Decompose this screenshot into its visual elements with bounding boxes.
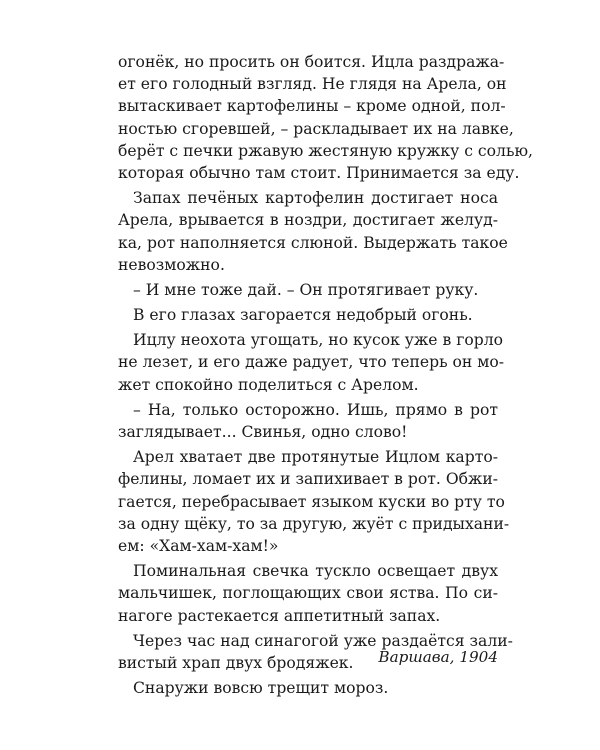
- text-line: фелины, ломает их и запихивает в рот. Обжи-: [118, 470, 498, 489]
- text-line: невозможно.: [118, 255, 225, 274]
- text-line: ностью сгоревшей, – раскладывает их на лавке,: [118, 119, 514, 138]
- text-line: гается, перебрасывает языком куски во рту то: [118, 492, 505, 511]
- text-line: Арела, врывается в ноздри, достигает желуд-: [118, 211, 498, 230]
- text-line: вытаскивает картофелины – кроме одной, пол-: [118, 97, 506, 116]
- text-line: вистый храп двух бродяжек.: [118, 653, 354, 672]
- text-line: Снаружи вовсю трещит мороз.: [133, 679, 389, 698]
- text-line: ем: «Хам-хам-хам!»: [118, 536, 279, 555]
- place-date-signature: Варшава, 1904: [378, 648, 498, 666]
- text-line: берёт с печки ржавую жестяную кружку с солью,: [118, 141, 533, 160]
- text-line: заглядывает... Свинья, одно слово!: [118, 423, 408, 441]
- body-text: [118, 51, 533, 699]
- text-line: ет его голодный взгляд. Не глядя на Арела, он: [118, 75, 507, 94]
- text-line: В его глазах загорается недобрый огонь.: [133, 306, 473, 325]
- text-line: за одну щёку, то за другую, жуёт с придыхани-: [118, 514, 510, 533]
- text-line: Поминальная свечка тускло освещает двух: [133, 562, 498, 581]
- text-line: которая обычно там стоит. Принимается за еду.: [118, 163, 520, 182]
- text-line: Арел хватает две протянутые Ицлом карто-: [133, 448, 498, 467]
- text-line: ка, рот наполняется слюной. Выдержать такое: [118, 233, 508, 252]
- text-line: Запах печёных картофелин достигает носа: [133, 189, 498, 208]
- text-line: – И мне тоже дай. – Он протягивает руку.: [133, 280, 479, 299]
- text-line: – На, только осторожно. Ишь, прямо в рот: [133, 400, 498, 419]
- text-line: мальчишек, поглощающих свои яства. По си-: [118, 584, 498, 603]
- text-line: огонёк, но просить он боится. Ицла раздража-: [118, 53, 505, 71]
- text-line: Через час над синагогой уже раздаётся зали-: [133, 631, 513, 650]
- text-line: Ицлу неохота угощать, но кусок уже в горло: [133, 331, 504, 350]
- text-line: нагоге растекается аппетитный запах.: [118, 606, 441, 625]
- text-line: не лезет, и его даже радует, что теперь он мо-: [118, 353, 505, 372]
- text-line: жет спокойно поделиться с Арелом.: [118, 375, 419, 394]
